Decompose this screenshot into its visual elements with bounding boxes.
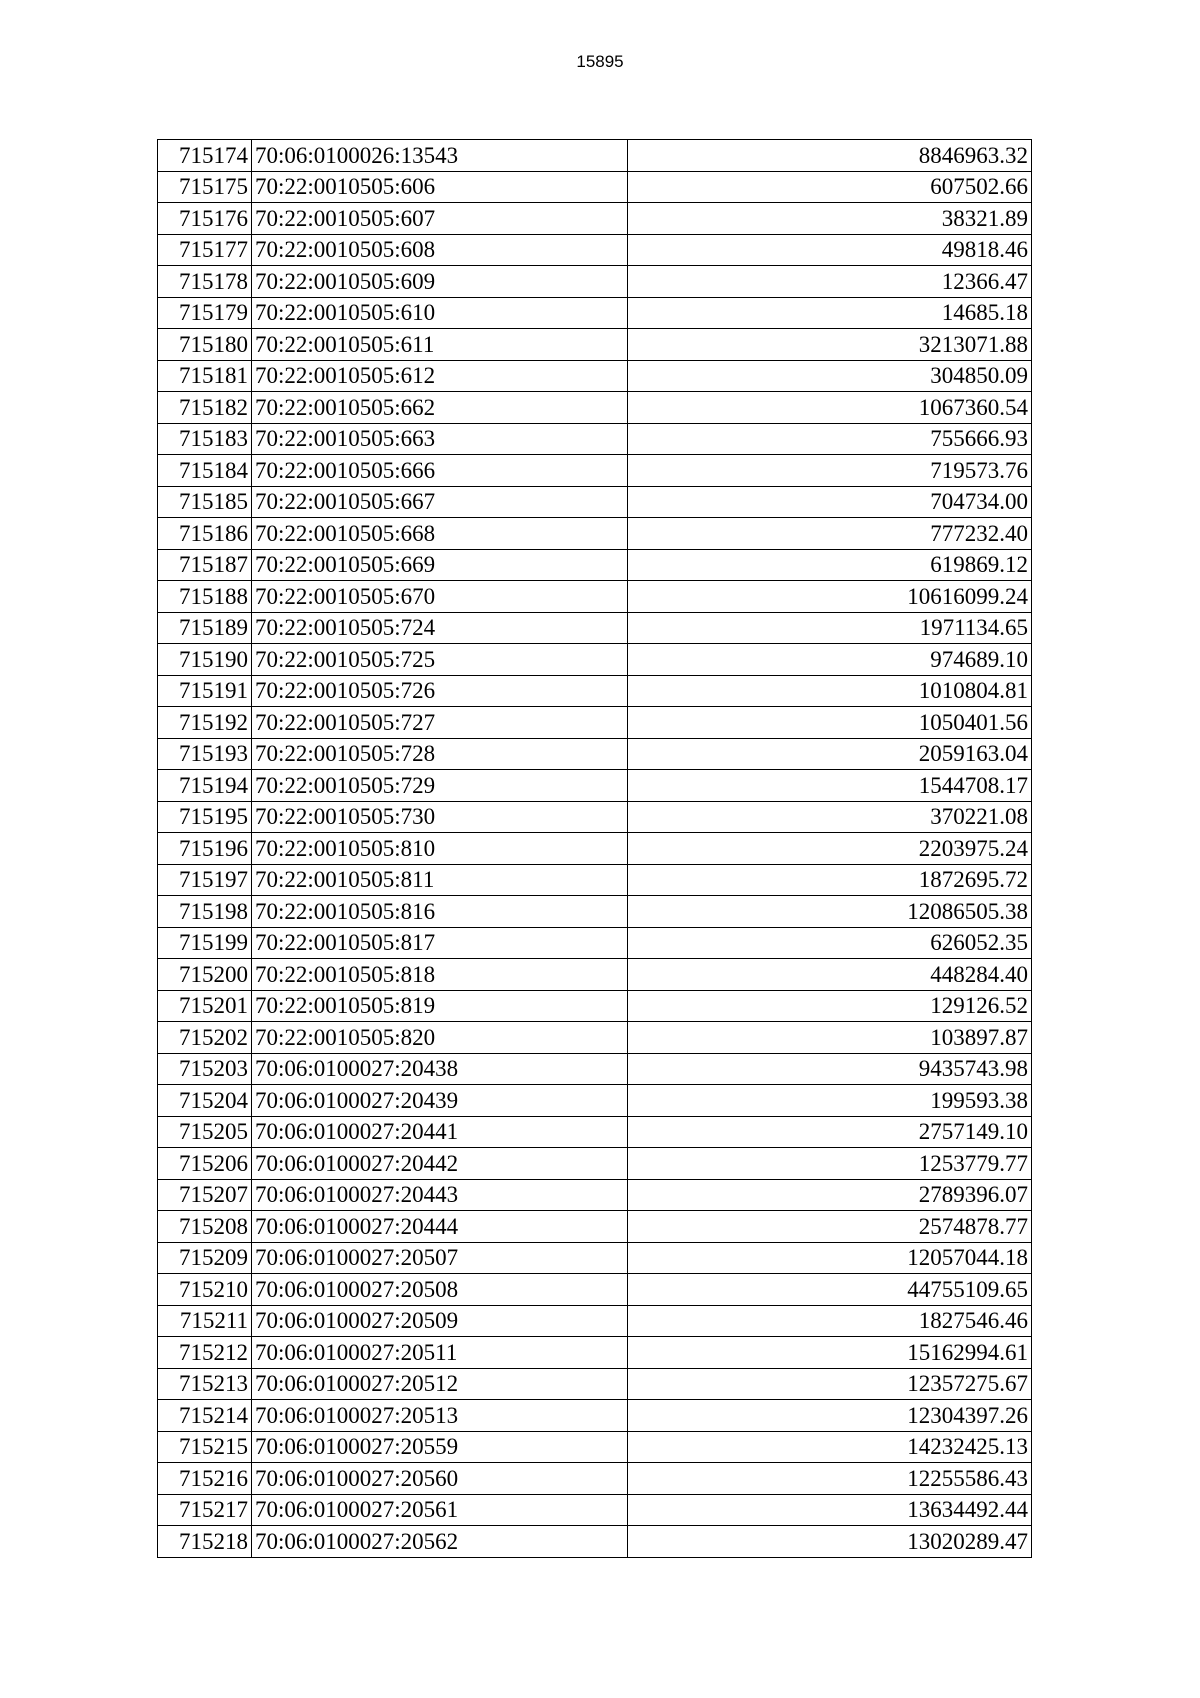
row-number-cell: 715212 [158,1337,252,1369]
cadastral-number-cell: 70:22:0010505:663 [252,423,628,455]
row-number-cell: 715178 [158,266,252,298]
cadastral-value-cell: 2757149.10 [628,1116,1032,1148]
cadastral-value-cell: 13020289.47 [628,1526,1032,1558]
table-row [158,1368,1032,1400]
cadastral-value-cell: 1067360.54 [628,392,1032,424]
cadastral-value-cell: 1872695.72 [628,864,1032,896]
table-row [158,864,1032,896]
table-row [158,1116,1032,1148]
cadastral-value-cell: 129126.52 [628,990,1032,1022]
cadastral-value-cell: 704734.00 [628,486,1032,518]
row-number-cell: 715195 [158,801,252,833]
table-row [158,1053,1032,1085]
table-row [158,801,1032,833]
row-number-cell: 715202 [158,1022,252,1054]
table-row [158,203,1032,235]
row-number-cell: 715216 [158,1463,252,1495]
row-number-cell: 715193 [158,738,252,770]
cadastral-number-cell: 70:06:0100027:20509 [252,1305,628,1337]
table-row [158,423,1032,455]
table-row [158,171,1032,203]
table-row [158,1022,1032,1054]
row-number-cell: 715185 [158,486,252,518]
cadastral-number-cell: 70:22:0010505:818 [252,959,628,991]
cadastral-number-cell: 70:06:0100027:20507 [252,1242,628,1274]
row-number-cell: 715198 [158,896,252,928]
row-number-cell: 715180 [158,329,252,361]
cadastral-value-cell: 619869.12 [628,549,1032,581]
table-row [158,549,1032,581]
cadastral-number-cell: 70:22:0010505:611 [252,329,628,361]
row-number-cell: 715175 [158,171,252,203]
cadastral-number-cell: 70:06:0100027:20561 [252,1494,628,1526]
row-number-cell: 715201 [158,990,252,1022]
table-row [158,140,1032,172]
cadastral-number-cell: 70:06:0100027:20512 [252,1368,628,1400]
cadastral-value-cell: 15162994.61 [628,1337,1032,1369]
row-number-cell: 715174 [158,140,252,172]
cadastral-number-cell: 70:06:0100027:20438 [252,1053,628,1085]
table-row [158,297,1032,329]
cadastral-number-cell: 70:22:0010505:816 [252,896,628,928]
row-number-cell: 715213 [158,1368,252,1400]
cadastral-value-cell: 8846963.32 [628,140,1032,172]
row-number-cell: 715191 [158,675,252,707]
table-row [158,581,1032,613]
table-row [158,234,1032,266]
table-row [158,360,1032,392]
cadastral-number-cell: 70:22:0010505:610 [252,297,628,329]
table-row [158,1085,1032,1117]
table-row [158,612,1032,644]
row-number-cell: 715184 [158,455,252,487]
table-row [158,1274,1032,1306]
table-row [158,329,1032,361]
row-number-cell: 715196 [158,833,252,865]
cadastral-value-cell: 974689.10 [628,644,1032,676]
cadastral-value-cell: 2574878.77 [628,1211,1032,1243]
cadastral-value-cell: 49818.46 [628,234,1032,266]
cadastral-value-cell: 304850.09 [628,360,1032,392]
row-number-cell: 715197 [158,864,252,896]
cadastral-value-cell: 1050401.56 [628,707,1032,739]
cadastral-value-cell: 1827546.46 [628,1305,1032,1337]
cadastral-number-cell: 70:22:0010505:666 [252,455,628,487]
cadastral-number-cell: 70:22:0010505:728 [252,738,628,770]
table-row [158,1526,1032,1558]
table-row [158,707,1032,739]
cadastral-number-cell: 70:22:0010505:726 [252,675,628,707]
cadastral-value-cell: 12255586.43 [628,1463,1032,1495]
cadastral-number-cell: 70:22:0010505:668 [252,518,628,550]
row-number-cell: 715181 [158,360,252,392]
row-number-cell: 715190 [158,644,252,676]
table-row [158,675,1032,707]
row-number-cell: 715206 [158,1148,252,1180]
cadastral-number-cell: 70:22:0010505:810 [252,833,628,865]
cadastral-value-cell: 2789396.07 [628,1179,1032,1211]
cadastral-number-cell: 70:06:0100027:20439 [252,1085,628,1117]
page-number: 15895 [576,52,624,71]
table-row [158,518,1032,550]
row-number-cell: 715192 [158,707,252,739]
row-number-cell: 715199 [158,927,252,959]
cadastral-number-cell: 70:22:0010505:817 [252,927,628,959]
cadastral-value-cell: 10616099.24 [628,581,1032,613]
cadastral-number-cell: 70:22:0010505:819 [252,990,628,1022]
table-row [158,455,1032,487]
table-body [158,140,1032,1558]
table-row [158,1305,1032,1337]
table-row [158,833,1032,865]
table-row [158,770,1032,802]
cadastral-value-cell: 1971134.65 [628,612,1032,644]
row-number-cell: 715186 [158,518,252,550]
table-row [158,1463,1032,1495]
table-row [158,1179,1032,1211]
table-row [158,990,1032,1022]
table-row [158,927,1032,959]
cadastral-number-cell: 70:22:0010505:727 [252,707,628,739]
cadastral-number-cell: 70:22:0010505:667 [252,486,628,518]
cadastral-value-cell: 626052.35 [628,927,1032,959]
cadastral-value-cell: 14685.18 [628,297,1032,329]
table-row [158,896,1032,928]
row-number-cell: 715183 [158,423,252,455]
table-row [158,486,1032,518]
cadastral-number-cell: 70:22:0010505:811 [252,864,628,896]
cadastral-number-cell: 70:22:0010505:670 [252,581,628,613]
row-number-cell: 715217 [158,1494,252,1526]
cadastral-number-cell: 70:22:0010505:724 [252,612,628,644]
cadastral-value-cell: 14232425.13 [628,1431,1032,1463]
cadastral-number-cell: 70:22:0010505:607 [252,203,628,235]
row-number-cell: 715204 [158,1085,252,1117]
table-row [158,1431,1032,1463]
cadastral-value-cell: 44755109.65 [628,1274,1032,1306]
cadastral-number-cell: 70:22:0010505:606 [252,171,628,203]
row-number-cell: 715218 [158,1526,252,1558]
row-number-cell: 715176 [158,203,252,235]
cadastral-number-cell: 70:22:0010505:669 [252,549,628,581]
table-row [158,644,1032,676]
cadastral-value-cell: 12304397.26 [628,1400,1032,1432]
cadastral-value-cell: 9435743.98 [628,1053,1032,1085]
cadastral-value-cell: 607502.66 [628,171,1032,203]
cadastral-number-cell: 70:06:0100027:20511 [252,1337,628,1369]
cadastral-value-cell: 1544708.17 [628,770,1032,802]
cadastral-value-cell: 719573.76 [628,455,1032,487]
row-number-cell: 715189 [158,612,252,644]
cadastral-number-cell: 70:22:0010505:820 [252,1022,628,1054]
cadastral-number-cell: 70:06:0100027:20444 [252,1211,628,1243]
row-number-cell: 715179 [158,297,252,329]
table-row [158,959,1032,991]
cadastral-value-cell: 2059163.04 [628,738,1032,770]
cadastral-number-cell: 70:22:0010505:662 [252,392,628,424]
cadastral-value-cell: 12366.47 [628,266,1032,298]
cadastral-value-cell: 199593.38 [628,1085,1032,1117]
cadastral-number-cell: 70:06:0100027:20508 [252,1274,628,1306]
row-number-cell: 715209 [158,1242,252,1274]
table-row [158,1494,1032,1526]
cadastral-value-cell: 448284.40 [628,959,1032,991]
cadastral-value-cell: 38321.89 [628,203,1032,235]
cadastral-value-cell: 12357275.67 [628,1368,1032,1400]
row-number-cell: 715188 [158,581,252,613]
cadastral-number-cell: 70:22:0010505:609 [252,266,628,298]
cadastral-number-cell: 70:22:0010505:730 [252,801,628,833]
cadastral-value-cell: 1010804.81 [628,675,1032,707]
row-number-cell: 715177 [158,234,252,266]
cadastral-number-cell: 70:22:0010505:725 [252,644,628,676]
table-row [158,1211,1032,1243]
row-number-cell: 715215 [158,1431,252,1463]
row-number-cell: 715208 [158,1211,252,1243]
cadastral-value-cell: 3213071.88 [628,329,1032,361]
table-row [158,738,1032,770]
cadastral-value-cell: 755666.93 [628,423,1032,455]
cadastral-value-cell: 2203975.24 [628,833,1032,865]
cadastral-number-cell: 70:06:0100027:20560 [252,1463,628,1495]
row-number-cell: 715182 [158,392,252,424]
cadastral-number-cell: 70:06:0100027:20562 [252,1526,628,1558]
cadastral-value-cell: 777232.40 [628,518,1032,550]
row-number-cell: 715214 [158,1400,252,1432]
table-row [158,1337,1032,1369]
cadastral-number-cell: 70:06:0100027:20513 [252,1400,628,1432]
cadastral-value-cell: 103897.87 [628,1022,1032,1054]
row-number-cell: 715210 [158,1274,252,1306]
table-row [158,1148,1032,1180]
row-number-cell: 715203 [158,1053,252,1085]
cadastral-number-cell: 70:06:0100027:20443 [252,1179,628,1211]
cadastral-value-cell: 370221.08 [628,801,1032,833]
table-row [158,266,1032,298]
cadastral-number-cell: 70:06:0100027:20441 [252,1116,628,1148]
cadastral-value-table [157,139,1032,1558]
row-number-cell: 715187 [158,549,252,581]
cadastral-number-cell: 70:06:0100027:20559 [252,1431,628,1463]
cadastral-value-cell: 13634492.44 [628,1494,1032,1526]
cadastral-number-cell: 70:22:0010505:612 [252,360,628,392]
table-row [158,1242,1032,1274]
row-number-cell: 715205 [158,1116,252,1148]
table-row [158,1400,1032,1432]
table-row [158,392,1032,424]
cadastral-value-cell: 12057044.18 [628,1242,1032,1274]
cadastral-number-cell: 70:22:0010505:729 [252,770,628,802]
row-number-cell: 715207 [158,1179,252,1211]
cadastral-number-cell: 70:22:0010505:608 [252,234,628,266]
row-number-cell: 715211 [158,1305,252,1337]
cadastral-value-cell: 1253779.77 [628,1148,1032,1180]
cadastral-number-cell: 70:06:0100027:20442 [252,1148,628,1180]
row-number-cell: 715194 [158,770,252,802]
cadastral-number-cell: 70:06:0100026:13543 [252,140,628,172]
cadastral-value-cell: 12086505.38 [628,896,1032,928]
row-number-cell: 715200 [158,959,252,991]
